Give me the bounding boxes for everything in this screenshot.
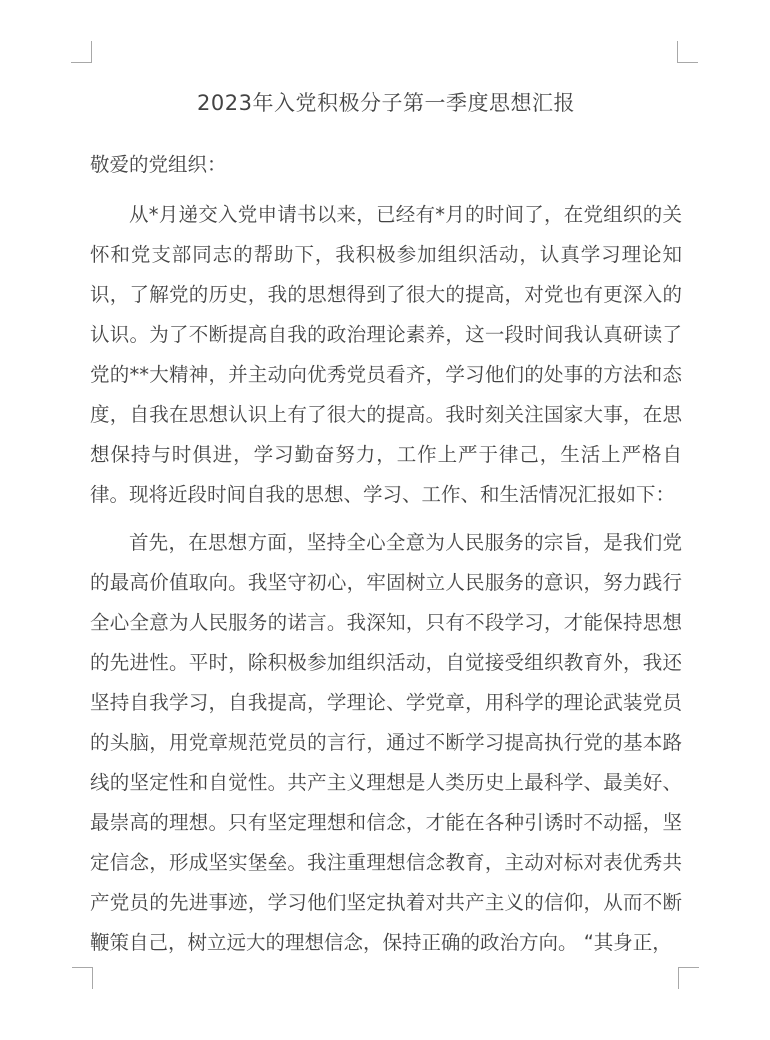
document-body (90, 195, 682, 963)
paragraph (90, 523, 682, 963)
text-line: 想保持与时俱进，学习勤奋努力，工作上严于律己，生活上严格自 (90, 443, 682, 466)
text-line: 怀和党支部同志的帮助下，我积极参加组织活动，认真学习理论知 (90, 243, 682, 266)
salutation: 敬爱的党组织： (90, 153, 227, 176)
paragraph (90, 195, 682, 515)
text-line: 的头脑，用党章规范党员的言行，通过不断学习提高执行党的基本路 (90, 731, 682, 754)
text-line: 全心全意为人民服务的诺言。我深知，只有不段学习，才能保持思想 (90, 611, 682, 634)
text-line: 度，自我在思想认识上有了很大的提高。我时刻关注国家大事，在思 (90, 403, 682, 426)
text-line: 首先，在思想方面，坚持全心全意为人民服务的宗旨，是我们党 (129, 531, 682, 554)
text-line: 的先进性。平时，除积极参加组织活动，自觉接受组织教育外，我还 (90, 651, 682, 674)
document-content (90, 0, 682, 963)
text-line: 线的坚定性和自觉性。共产主义理想是人类历史上最科学、最美好、 (90, 771, 682, 794)
corner-mark-bottom-right (678, 967, 699, 989)
text-line: 认识。为了不断提高自我的政治理论素养，这一段时间我认真研读了 (90, 323, 682, 346)
document-title: 2023年入党积极分子第一季度思想汇报 (197, 91, 575, 115)
text-line: 鞭策自己，树立远大的理想信念，保持正确的政治方向。 “其身正， (90, 931, 672, 954)
text-line: 坚持自我学习，自我提高，学理论、学党章，用科学的理论武装党员 (90, 691, 682, 714)
text-line: 的最高价值取向。我坚守初心，牢固树立人民服务的意识，努力践行 (90, 571, 682, 594)
corner-mark-bottom-left (72, 967, 93, 989)
text-line: 定信念，形成坚实堡垒。我注重理想信念教育，主动对标对表优秀共 (90, 851, 682, 874)
text-line: 党的**大精神，并主动向优秀党员看齐，学习他们的处事的方法和态 (90, 363, 682, 386)
text-line: 产党员的先进事迹，学习他们坚定执着对共产主义的信仰，从而不断 (90, 891, 682, 914)
corner-mark-top-left (71, 41, 92, 63)
text-line: 识，了解党的历史，我的思想得到了很大的提高，对党也有更深入的 (90, 283, 682, 306)
text-line: 从*月递交入党申请书以来，已经有*月的时间了，在党组织的关 (129, 203, 682, 226)
text-line: 最崇高的理想。只有坚定理想和信念，才能在各种引诱时不动摇，坚 (90, 811, 682, 834)
text-line: 律。现将近段时间自我的思想、学习、工作、和生活情况汇报如下： (90, 483, 676, 506)
